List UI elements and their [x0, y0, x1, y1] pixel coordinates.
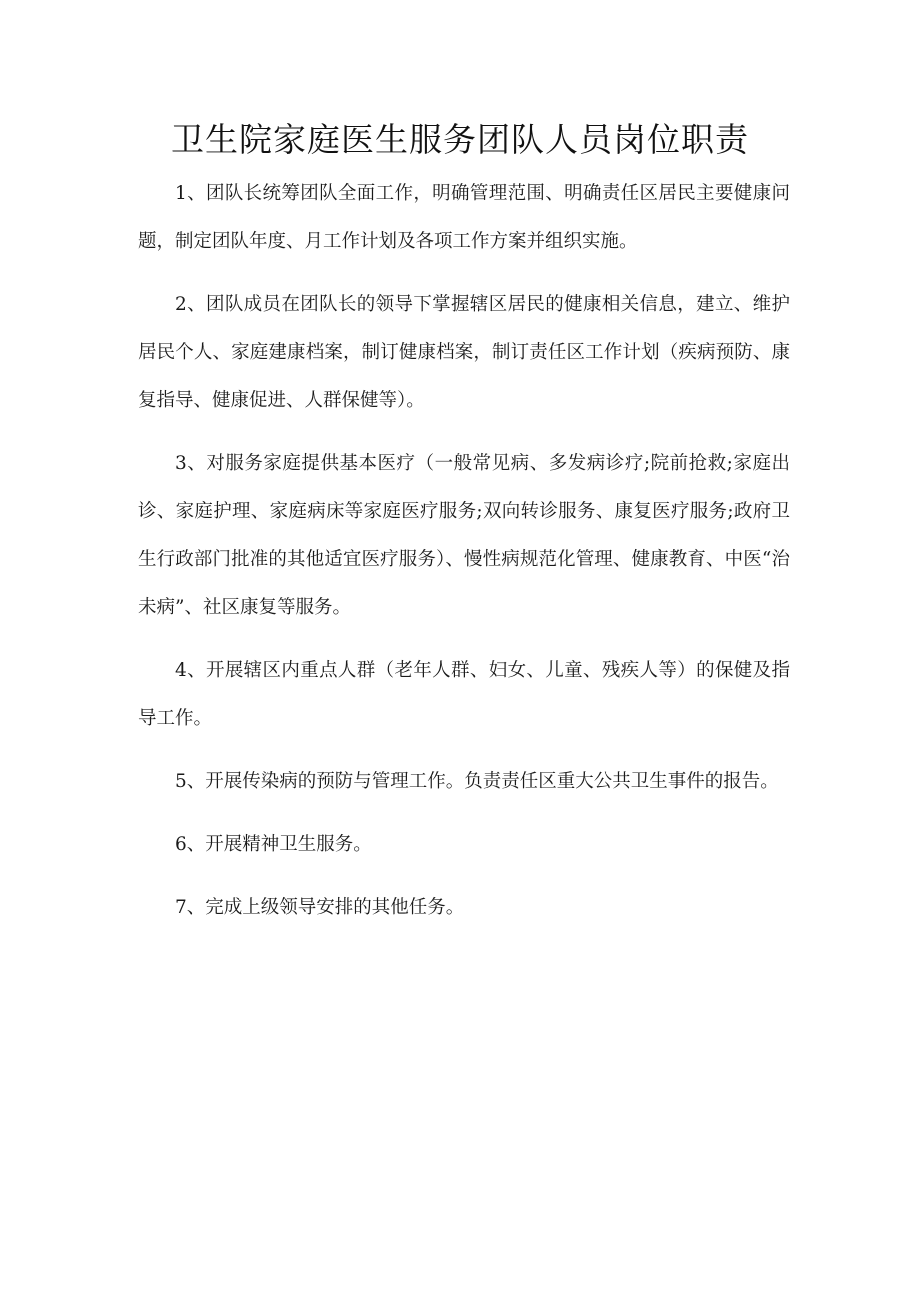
duty-item-2: 2、团队成员在团队长的领导下掌握辖区居民的健康相关信息，建立、维护居民个人、家庭建康档案，制订健康档案，制订责任区工作计划（疾病预防、康复指导、健康促进、人群保健等）。	[138, 294, 790, 411]
duty-item-5: 5、开展传染病的预防与管理工作。负责责任区重大公共卫生事件的报告。	[175, 771, 779, 792]
duty-item-3: 3、对服务家庭提供基本医疗（一般常见病、多发病诊疗;院前抢救;家庭出诊、家庭护理、家庭病床等家庭医疗服务;双向转诊服务、康复医疗服务;政府卫生行政部门批准的其他适宜医疗服务）、慢性病规范化管理、健康教育、中医“治未病”、社区康复等服务。	[138, 453, 790, 618]
document-title: 卫生院家庭医生服务团队人员岗位职责	[171, 120, 749, 159]
duty-item-7: 7、完成上级领导安排的其他任务。	[175, 897, 465, 918]
duty-item-1: 1、团队长统筹团队全面工作，明确管理范围、明确责任区居民主要健康问题，制定团队年度、月工作计划及各项工作方案并组织实施。	[138, 183, 790, 252]
duty-item-4: 4、开展辖区内重点人群（老年人群、妇女、儿童、残疾人等）的保健及指导工作。	[138, 660, 790, 729]
document-body	[138, 170, 790, 947]
duty-item-6: 6、开展精神卫生服务。	[175, 834, 372, 855]
